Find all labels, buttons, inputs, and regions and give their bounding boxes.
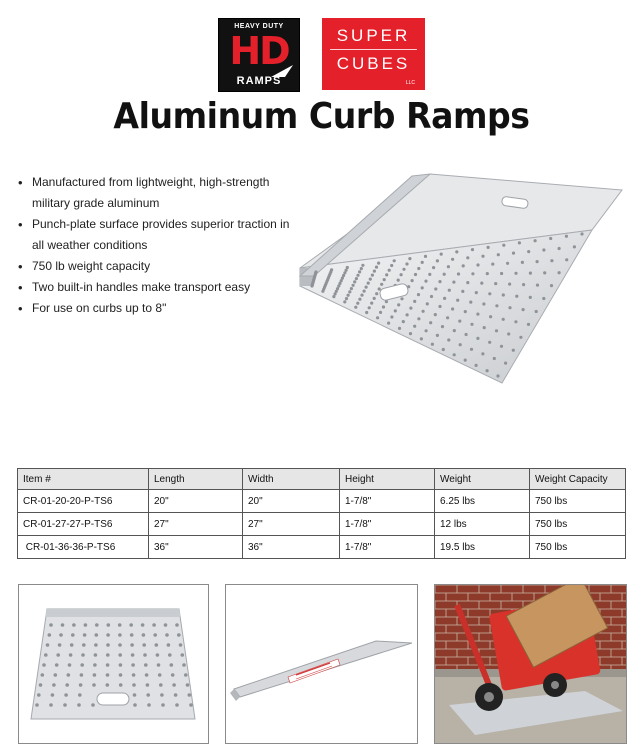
feature-item: • 750 lb weight capacity (14, 256, 294, 277)
column-header-width: Width (243, 469, 340, 490)
table-cell: 750 lbs (530, 490, 626, 513)
ramp-side-view-image (226, 585, 417, 743)
thumbnail-ramp-in-use (434, 584, 627, 744)
table-cell: 12 lbs (435, 513, 530, 536)
table-cell: 27" (243, 513, 340, 536)
logo-bar (0, 18, 643, 90)
column-header-weight-capacity: Weight Capacity (530, 469, 626, 490)
column-header-height: Height (340, 469, 435, 490)
table-cell: 36" (149, 536, 243, 559)
table-cell: 36" (243, 536, 340, 559)
column-header-weight: Weight (435, 469, 530, 490)
table-row (18, 536, 626, 559)
super-cubes-llc: LLC (405, 80, 415, 86)
table-cell: 20" (149, 490, 243, 513)
feature-item: • Manufactured from lightweight, high-strength military grade aluminum (14, 172, 294, 214)
hd-logo-mark: HD (229, 29, 289, 73)
table-row (18, 513, 626, 536)
column-header-item: Item # (18, 469, 149, 490)
feature-item: • Punch-plate surface provides superior traction in all weather conditions (14, 214, 294, 256)
table-cell: 19.5 lbs (435, 536, 530, 559)
page-title: Aluminum Curb Ramps (113, 96, 530, 137)
table-cell: 1-7/8" (340, 536, 435, 559)
curb-ramp-hero-image (292, 168, 632, 390)
feature-list (14, 172, 294, 319)
super-cubes-line2: CUBES (336, 54, 411, 73)
table-cell: 6.25 lbs (435, 490, 530, 513)
table-cell: CR-01-27-27-P-TS6 (18, 513, 149, 536)
table-cell: CR-01-20-20-P-TS6 (18, 490, 149, 513)
hd-logo-bottom-text: RAMPS (236, 75, 282, 87)
hd-logo-top-text: HEAVY DUTY (234, 23, 284, 30)
feature-item: • For use on curbs up to 8" (14, 298, 294, 319)
specs-table (17, 468, 626, 559)
super-cubes-line1: SUPER (336, 26, 411, 45)
table-cell: 1-7/8" (340, 490, 435, 513)
table-cell: 20" (243, 490, 340, 513)
feature-item: • Two built-in handles make transport easy (14, 277, 294, 298)
table-cell: 27" (149, 513, 243, 536)
thumbnail-ramp-side-view (225, 584, 418, 744)
super-cubes-divider (330, 49, 417, 50)
table-cell: 750 lbs (530, 536, 626, 559)
column-header-length: Length (149, 469, 243, 490)
thumbnail-ramp-top-view (18, 584, 209, 744)
table-cell: 750 lbs (530, 513, 626, 536)
table-cell: CR-01-36-36-P-TS6 (18, 536, 149, 559)
ramp-top-view-image (19, 585, 208, 743)
table-header-row (18, 469, 626, 490)
super-cubes-logo (322, 18, 425, 90)
table-row (18, 490, 626, 513)
table-cell: 1-7/8" (340, 513, 435, 536)
ramp-in-use-photo (435, 585, 626, 743)
hd-ramps-logo (218, 18, 300, 92)
